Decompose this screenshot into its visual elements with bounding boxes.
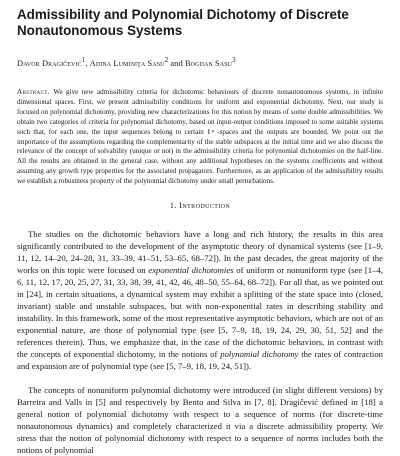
- abstract-label: Abstract.: [17, 87, 51, 96]
- introduction-paragraph: The concepts of nonuniform polynomial dichotomy were introduced (in slight different versions) by Barreira and Valls in [5] and respectively by Bento and Silva in [7, 8]. Dragičević defined in [18] a general notion of polynomial dichotomy with respect to a sequence of norms (for discrete-time nonautonomous dynamics) and completely characterized it via a discrete admissibility property. We stress that the notion of polynomial dichotomy with respect to a sequence of norms includes both the notions of polynomial: [17, 385, 383, 456]
- paragraph-text: the rates of contraction and expansion are of polynomial type (see [5, 7–9, 18, 19, 24, 51]).: [17, 349, 384, 372]
- paragraph-text: The studies on the dichotomic behaviors have a long and rich history, the results in this area significantly contributed to the development of the asymptotic theory of dynamical systems (see [1–9, 11, 12, 14–20, 24–28, 31, 33–39, 41–51, 53–65, 68–72]). In the past decades, the great majority of the works on this topic were focused on: [17, 229, 383, 276]
- abstract-text: We give new admissibility criteria for dichotomic behaviours of discrete nonautonomous systems, in infinite dimensional spaces. First, we present admissibility conditions for uniform and exponential dichotomy. Next, our study is focused on polynomial dichotomy, providing new characterizations for this notion by means of some double admissibilities. We obtain two categories of criteria for polynomial dichotomy, based on input-output conditions imposed to some suitable systems such that, for each one, the input sequences belong to certain ℓᵖ -spaces and the outputs are bounded. We point out the importance of the assumptions regarding the complementarity of the stable subspaces at the initial time and we also discuss the relevance of the concept of solvability (unique or not) in the admissibility criteria for polynomial dichotomies on the half-line. All the results are obtained in the general case, without any additional hypotheses on the systems coefficients and without assuming any growth type properties for the associated propagators. Furthermore, as an application of the admissibility results we establish a robustness property of the polynomial dichotomy under small perturbations.: [17, 87, 383, 186]
- author-name: Bogdan Sasu: [184, 58, 233, 68]
- author-separator: and: [168, 58, 185, 68]
- emphasis-text: polynomial dichotomy: [220, 349, 299, 360]
- paragraph-text: of uniform or nonuniform type (see [1–4, 6, 11, 12, 17, 20, 25, 27, 31, 33, 38, 39, 41, 42, 46, 48–50, 55–64, 68–72]). For all that, as we pointed out in [24], in certain situations, a dynamical system may exhibit a splitting of the state space into (closed, invariant) stable and unstable subspaces, but with non-exponential rates in describing stability and instability. In this framework, some of the most representative asymptotic behaviors, which are not of an exponential nature, are those of polynomial type (see [5, 7–9, 18, 19, 24, 29, 30, 51, 52] and the references therein). Thus, we emphasize that, in the case of the dichotomic behaviors, in contrast with the concepts of exponential dichotomy, in the notions of: [17, 265, 383, 360]
- author-line: [17, 55, 383, 69]
- author-mark: 1: [81, 56, 86, 65]
- abstract: [17, 88, 383, 187]
- paper-title: Admissibility and Polynomial Dichotomy of Discrete Nonautonomous Systems: [17, 7, 349, 38]
- author-mark: 2: [164, 56, 169, 65]
- section-heading: 1. Introduction: [169, 201, 231, 211]
- paper-page: [17, 0, 383, 456]
- introduction-paragraph: [17, 228, 383, 372]
- author-name: Davor Dragičević: [17, 58, 82, 68]
- author-separator: ,: [85, 58, 90, 68]
- author-mark: 3: [232, 56, 236, 65]
- author-name: Adina Luminiţa Sasu: [89, 58, 165, 68]
- emphasis-text: exponential dichotomies: [148, 265, 234, 276]
